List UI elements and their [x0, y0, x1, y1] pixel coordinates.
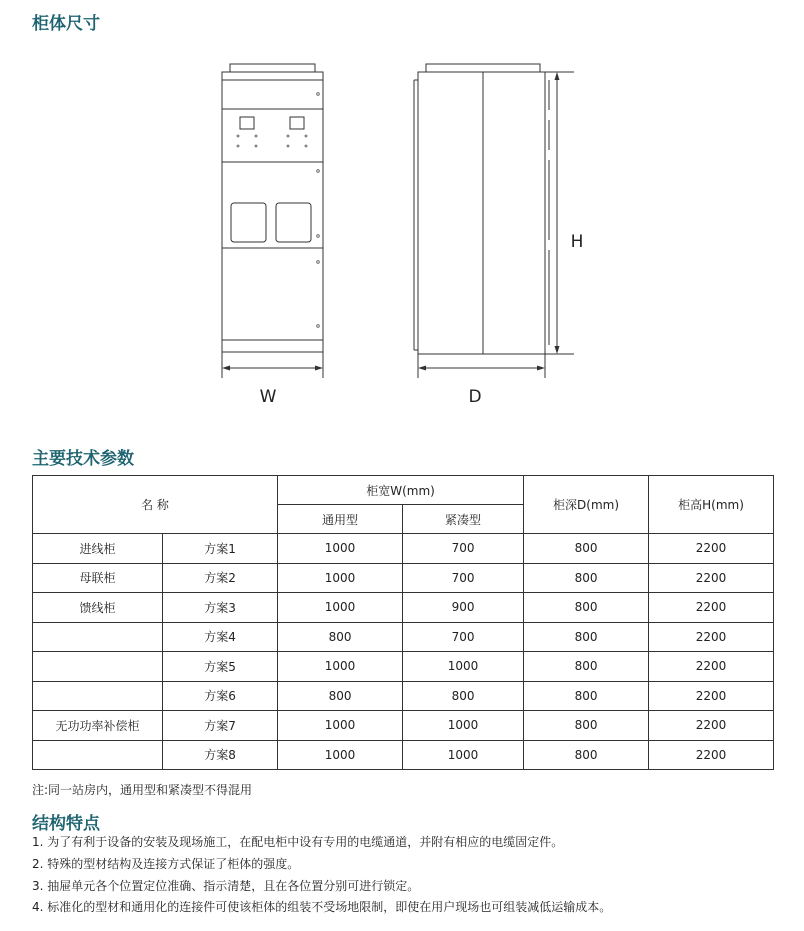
section-title-params: 主要技术参数	[32, 449, 134, 469]
feature-item: 3. 抽屉单元各个位置定位准确、指示清楚，且在各位置分别可进行锁定。	[32, 878, 420, 893]
width-compact: 700	[403, 563, 524, 593]
table-row	[33, 593, 774, 623]
scheme: 方案5	[163, 652, 278, 682]
table-row	[33, 652, 774, 682]
cabinet-type: 无功功率补偿柜	[33, 711, 163, 741]
depth-value: 800	[524, 681, 649, 711]
scheme: 方案3	[163, 593, 278, 623]
header-general: 通用型	[278, 505, 403, 534]
features-list	[32, 834, 611, 921]
width-compact: 1000	[403, 740, 524, 770]
width-general: 1000	[278, 740, 403, 770]
section-title-features: 结构特点	[32, 814, 100, 834]
cabinet-side-view	[414, 64, 574, 378]
cabinet-type	[33, 622, 163, 652]
width-general: 1000	[278, 563, 403, 593]
height-value: 2200	[649, 711, 774, 741]
depth-value: 800	[524, 652, 649, 682]
section-title-dimensions: 柜体尺寸	[32, 14, 100, 34]
header-height: 柜高H(mm)	[649, 476, 774, 534]
height-value: 2200	[649, 534, 774, 564]
cabinet-drawing	[0, 40, 804, 420]
depth-value: 800	[524, 534, 649, 564]
height-value: 2200	[649, 622, 774, 652]
feature-item: 4. 标准化的型材和通用化的连接件可使该柜体的组装不受场地限制，即使在用户现场也可组装减低运输成本。	[32, 900, 612, 915]
width-general: 1000	[278, 593, 403, 623]
height-dimension-label: H	[570, 232, 584, 252]
depth-value: 800	[524, 593, 649, 623]
height-value: 2200	[649, 652, 774, 682]
cabinet-type	[33, 652, 163, 682]
scheme: 方案6	[163, 681, 278, 711]
width-general: 1000	[278, 652, 403, 682]
header-compact: 紧凑型	[403, 505, 524, 534]
width-general: 800	[278, 681, 403, 711]
table-row	[33, 563, 774, 593]
header-name: 名 称	[33, 476, 278, 534]
table-row	[33, 740, 774, 770]
table-row	[33, 681, 774, 711]
scheme: 方案2	[163, 563, 278, 593]
header-width: 柜宽W(mm)	[278, 476, 524, 505]
width-general: 1000	[278, 534, 403, 564]
depth-value: 800	[524, 711, 649, 741]
height-value: 2200	[649, 681, 774, 711]
cabinet-type: 母联柜	[33, 563, 163, 593]
table-row	[33, 534, 774, 564]
scheme: 方案7	[163, 711, 278, 741]
width-compact: 1000	[403, 711, 524, 741]
width-dimension-label: W	[259, 387, 277, 407]
cabinet-front-view	[222, 64, 323, 378]
width-compact: 800	[403, 681, 524, 711]
width-compact: 700	[403, 622, 524, 652]
feature-item: 2. 特殊的型材结构及连接方式保证了柜体的强度。	[32, 856, 300, 871]
cabinet-type	[33, 740, 163, 770]
height-value: 2200	[649, 593, 774, 623]
scheme: 方案8	[163, 740, 278, 770]
scheme: 方案1	[163, 534, 278, 564]
depth-dimension-label: D	[468, 387, 482, 407]
width-general: 800	[278, 622, 403, 652]
width-compact: 900	[403, 593, 524, 623]
header-depth: 柜深D(mm)	[524, 476, 649, 534]
depth-value: 800	[524, 622, 649, 652]
width-compact: 1000	[403, 652, 524, 682]
cabinet-type: 进线柜	[33, 534, 163, 564]
height-value: 2200	[649, 563, 774, 593]
width-compact: 700	[403, 534, 524, 564]
table-note: 注:同一站房内，通用型和紧凑型不得混用	[32, 783, 253, 797]
table-row	[33, 622, 774, 652]
feature-item: 1. 为了有利于设备的安装及现场施工，在配电柜中设有专用的电缆通道，并附有相应的电缆固定件。	[32, 835, 564, 849]
depth-value: 800	[524, 563, 649, 593]
cabinet-type	[33, 681, 163, 711]
width-general: 1000	[278, 711, 403, 741]
spec-table	[32, 475, 774, 770]
table-row	[33, 711, 774, 741]
depth-value: 800	[524, 740, 649, 770]
scheme: 方案4	[163, 622, 278, 652]
cabinet-type: 馈线柜	[33, 593, 163, 623]
height-value: 2200	[649, 740, 774, 770]
